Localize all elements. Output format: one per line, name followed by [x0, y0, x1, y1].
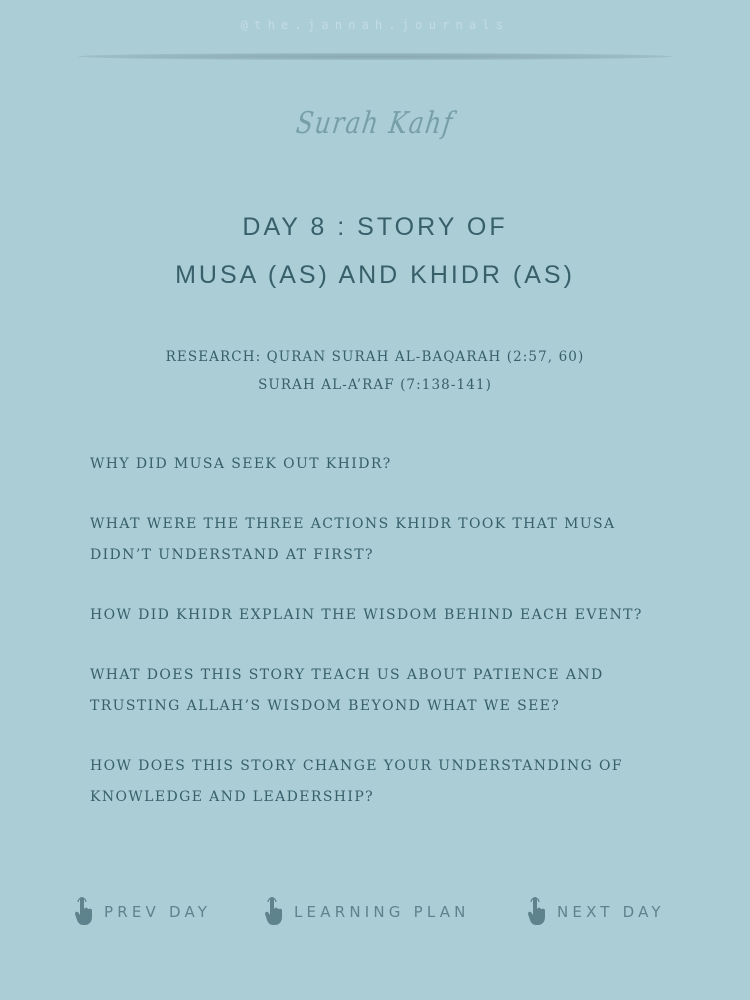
question-line: HOW DOES THIS STORY CHANGE YOUR UNDERSTANDING OF [90, 758, 624, 774]
account-handle: @the.jannah.journals [240, 18, 510, 32]
research-reference [0, 343, 750, 399]
learning-plan-label: LEARNING PLAN [294, 903, 470, 921]
question-line: WHY DID MUSA SEEK OUT KHIDR? [90, 456, 392, 472]
prev-day-button[interactable] [74, 897, 211, 927]
next-day-label: NEXT DAY [557, 903, 665, 921]
day-title-line-2: MUSA (AS) AND KHIDR (AS) [175, 261, 575, 289]
question-item [90, 660, 710, 722]
script-title: Surah Kahf [293, 106, 457, 141]
next-day-button[interactable] [527, 897, 665, 927]
header-divider [78, 53, 672, 60]
question-item [90, 509, 710, 571]
question-line: WHAT WERE THE THREE ACTIONS KHIDR TOOK THAT MUSA [90, 516, 616, 532]
prev-day-label: PREV DAY [104, 903, 212, 921]
day-navigation [0, 897, 750, 931]
question-item [90, 751, 710, 813]
learning-plan-button[interactable] [264, 897, 470, 927]
question-line: HOW DID KHIDR EXPLAIN THE WISDOM BEHIND EACH EVENT? [90, 607, 643, 623]
pointing-hand-icon [527, 897, 547, 927]
question-line: WHAT DOES THIS STORY TEACH US ABOUT PATIENCE AND [90, 667, 604, 683]
question-line: TRUSTING ALLAH’S WISDOM BEYOND WHAT WE SEE? [90, 698, 561, 714]
research-line-2: SURAH AL-A’RAF (7:138-141) [258, 377, 492, 393]
day-title [0, 203, 750, 299]
question-line: DIDN’T UNDERSTAND AT FIRST? [90, 547, 374, 563]
question-item [90, 600, 710, 631]
pointing-hand-icon [264, 897, 284, 927]
question-list [90, 449, 710, 842]
question-item [90, 449, 710, 480]
day-title-line-1: DAY 8 : STORY OF [242, 213, 508, 241]
research-line-1: RESEARCH: QURAN SURAH AL-BAQARAH (2:57, 60) [165, 349, 585, 365]
question-line: KNOWLEDGE AND LEADERSHIP? [90, 789, 375, 805]
pointing-hand-icon [74, 897, 94, 927]
